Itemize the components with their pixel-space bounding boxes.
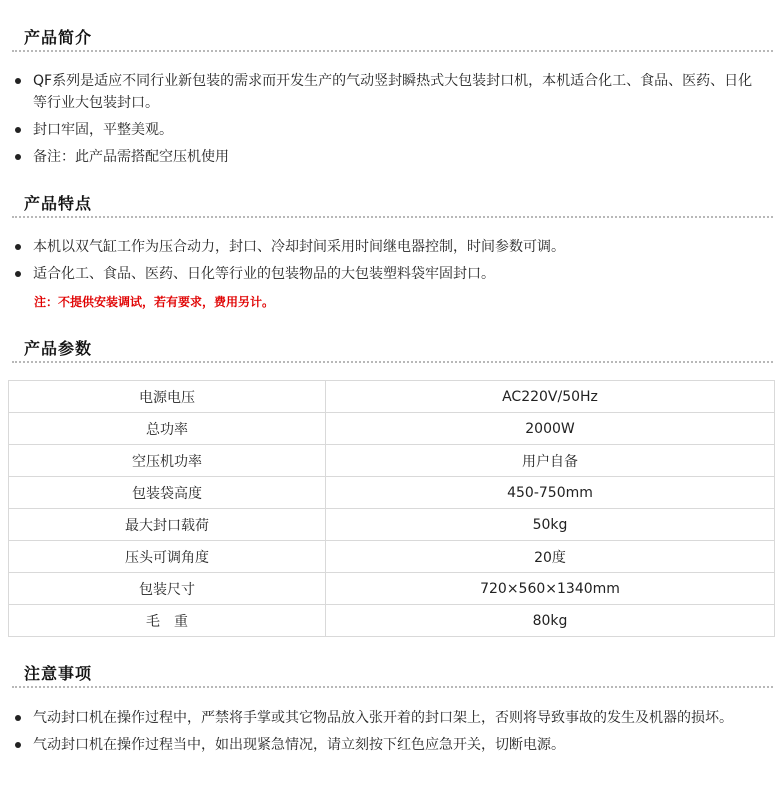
param-label: 最大封口载荷	[9, 509, 326, 541]
cautions-item	[0, 734, 763, 756]
param-label: 总功率	[9, 413, 326, 445]
cautions-section-header	[12, 664, 773, 688]
intro-list	[0, 70, 763, 173]
intro-item	[0, 119, 763, 141]
param-label: 包装袋高度	[9, 477, 326, 509]
bullet-dot-icon	[15, 715, 21, 721]
cautions-item-text: 气动封口机在操作过程当中，如出现紧急情况，请立刻按下红色应急开关，切断电源。	[33, 737, 565, 753]
features-section-header	[12, 194, 773, 218]
bullet-dot-icon	[15, 78, 21, 84]
intro-item-text: QF系列是适应不同行业新包装的需求而开发生产的气动竖封瞬热式大包装封口机，本机适合化工、食品、医药、日化等行业大包装封口。	[33, 73, 753, 111]
features-item-text: 适合化工、食品、医药、日化等行业的包装物品的大包装塑料袋牢固封口。	[33, 266, 495, 282]
intro-item-text: 备注：此产品需搭配空压机使用	[33, 149, 229, 165]
param-label: 空压机功率	[9, 445, 326, 477]
params-table	[8, 380, 775, 637]
features-list	[0, 236, 763, 290]
cautions-section-title: 注意事项	[24, 664, 93, 683]
intro-section-header	[12, 28, 773, 52]
features-item	[0, 236, 763, 258]
table-row	[9, 573, 775, 605]
cautions-item	[0, 707, 763, 729]
param-value: 450-750mm	[326, 477, 775, 509]
intro-item-text: 封口牢固，平整美观。	[33, 122, 173, 138]
param-label: 压头可调角度	[9, 541, 326, 573]
table-row	[9, 381, 775, 413]
table-row	[9, 413, 775, 445]
param-value: AC220V/50Hz	[326, 381, 775, 413]
table-row	[9, 477, 775, 509]
intro-item	[0, 70, 763, 114]
param-value: 2000W	[326, 413, 775, 445]
bullet-dot-icon	[15, 271, 21, 277]
param-label: 电源电压	[9, 381, 326, 413]
param-value: 50kg	[326, 509, 775, 541]
params-section-header	[12, 339, 773, 363]
features-item-text: 本机以双气缸工作为压合动力，封口、冷却封间采用时间继电器控制，时间参数可调。	[33, 239, 565, 255]
bullet-dot-icon	[15, 742, 21, 748]
cautions-list	[0, 707, 763, 761]
param-value: 720×560×1340mm	[326, 573, 775, 605]
features-section-title: 产品特点	[24, 194, 93, 213]
params-section-title: 产品参数	[24, 339, 93, 358]
intro-section-title: 产品简介	[24, 28, 93, 47]
bullet-dot-icon	[15, 154, 21, 160]
param-value: 20度	[326, 541, 775, 573]
bullet-dot-icon	[15, 127, 21, 133]
intro-item	[0, 146, 763, 168]
cautions-item-text: 气动封口机在操作过程中，严禁将手掌或其它物品放入张开着的封口架上，否则将导致事故的发生及机器的损坏。	[33, 710, 733, 726]
table-row	[9, 509, 775, 541]
param-value: 用户自备	[326, 445, 775, 477]
param-label: 包装尺寸	[9, 573, 326, 605]
param-label: 毛 重	[9, 605, 326, 637]
bullet-dot-icon	[15, 244, 21, 250]
installation-note: 注：不提供安装调试，若有要求，费用另计。	[34, 295, 275, 309]
param-value: 80kg	[326, 605, 775, 637]
features-item	[0, 263, 763, 285]
table-row	[9, 605, 775, 637]
table-row	[9, 445, 775, 477]
table-row	[9, 541, 775, 573]
